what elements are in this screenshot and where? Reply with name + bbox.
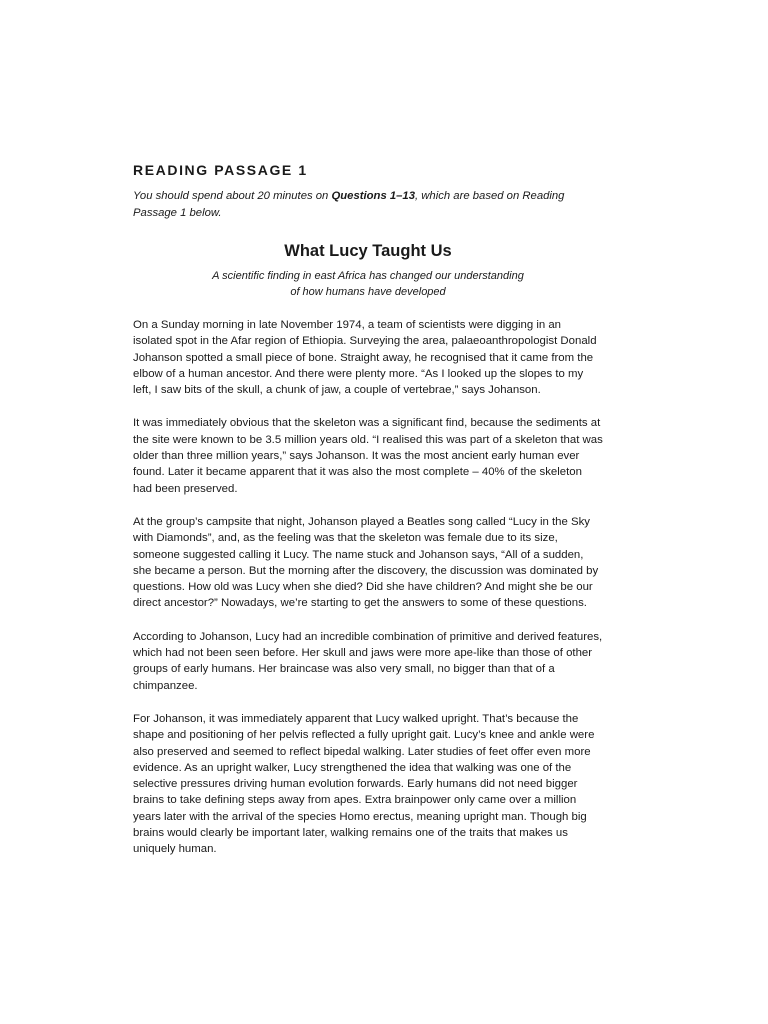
article-subtitle: [133, 268, 603, 300]
instructions-questions: Questions 1–13: [331, 190, 415, 202]
paragraph-2: It was immediately obvious that the skeleton was a significant find, because the sediments at the site were known to be 3.5 million years old. “I realised this was part of a skeleton that was older than three million years,” says Johanson. It was the most ancient early human ever found. Later it became apparent that it was also the most complete – 40% of the skeleton had been preserved.: [133, 417, 603, 495]
article-title: What Lucy Taught Us: [284, 242, 452, 260]
instructions-after: , which are based on Reading Passage 1 below.: [133, 190, 565, 219]
document-page: [133, 160, 603, 858]
instructions: [133, 188, 603, 222]
instructions-before: You should spend about 20 minutes on: [133, 190, 332, 202]
paragraph-5: For Johanson, it was immediately apparent that Lucy walked upright. That’s because the shape and positioning of her pelvis reflected a fully upright gait. Lucy’s knee and ankle were also preserved and seemed to reflect bipedal walking. Later studies of feet offer even more evidence. As an upright walker, Lucy strengthened the idea that walking was one of the selective pressures driving human evolution forwards. Early humans did not need bigger brains to take defining steps away from apes. Extra brainpower only came over a million years later with the arrival of the species Homo erectus, meaning upright man. Though big brains would clearly be important later, walking remains one of the traits that makes us uniquely human.: [133, 712, 595, 856]
paragraph-3: At the group’s campsite that night, Johanson played a Beatles song called “Lucy in the Sky with Diamonds”, and, as the feeling was that the skeleton was female due to its size, someone suggested calling it Lucy. The name stuck and Johanson says, “All of a sudden, she became a person. But the morning after the discovery, the discussion was dominated by questions. How old was Lucy when she died? Did she have children? And might she be our direct ancestor?” Nowadays, we’re starting to get the answers to some of these questions.: [133, 515, 599, 610]
article-subtitle-line-1: A scientific finding in east Africa has changed our understanding: [212, 270, 524, 282]
article-body: [133, 317, 603, 858]
paragraph-4: According to Johanson, Lucy had an incredible combination of primitive and derived features, which had not been seen before. Her skull and jaws were more ape-like than those of other groups of early humans. Her braincase was also very small, no bigger than that of a chimpanzee.: [133, 630, 603, 692]
paragraph-1: On a Sunday morning in late November 1974, a team of scientists were digging in an isolated spot in the Afar region of Ethiopia. Surveying the area, palaeoanthropologist Donald Johanson spotted a small piece of bone. Straight away, he recognised that it came from the elbow of a human ancestor. And there were plenty more. “As I looked up the slopes to my left, I saw bits of the skull, a chunk of jaw, a couple of vertebrae,” says Johanson.: [133, 319, 597, 397]
section-heading: READING PASSAGE 1: [133, 162, 308, 178]
article-subtitle-line-2: of how humans have developed: [290, 286, 446, 298]
